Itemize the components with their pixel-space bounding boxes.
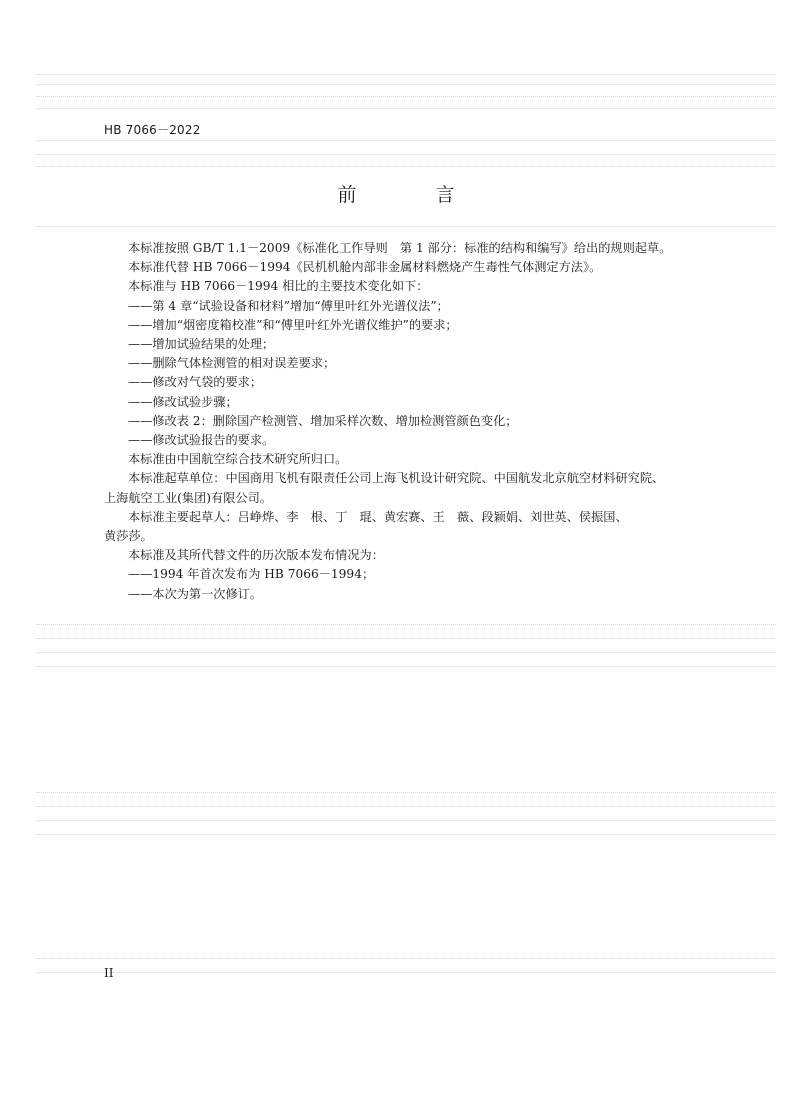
paragraph-replaces: 本标准代替 HB 7066－1994《民机机舱内部非金属材料燃烧产生毒性气体测定方法》。	[128, 260, 602, 275]
scan-line	[36, 806, 776, 807]
scan-line	[36, 638, 776, 639]
scan-line	[36, 96, 776, 97]
document-code: HB 7066－2022	[104, 123, 201, 137]
scan-line	[36, 958, 776, 959]
change-item: ——修改试验报告的要求。	[128, 433, 275, 448]
scan-line	[36, 820, 776, 821]
paragraph-drafting-units-cont: 上海航空工业(集团)有限公司。	[104, 490, 272, 505]
page-number: II	[104, 966, 114, 980]
paragraph-drafters: 本标准主要起草人：吕峥烨、李 根、丁 琨、黄宏赛、王 薇、段颖娟、刘世英、侯振国、	[128, 509, 628, 524]
foreword-body	[104, 239, 688, 604]
scan-line	[36, 652, 776, 653]
change-item: ——修改试验步骤；	[128, 394, 238, 409]
paragraph-version-history: 本标准及其所代替文件的历次版本发布情况为：	[128, 548, 384, 563]
scan-line	[36, 74, 776, 75]
history-item: ——本次为第一次修订。	[128, 586, 263, 601]
change-item: ——删除气体检测管的相对误差要求；	[128, 356, 336, 371]
paragraph-drafting-units: 本标准起草单位：中国商用飞机有限责任公司上海飞机设计研究院、中国航发北京航空材料研究院、	[128, 471, 665, 486]
scan-line	[36, 624, 776, 625]
scan-line	[36, 972, 776, 973]
paragraph-drafters-cont: 黄莎莎。	[104, 529, 153, 544]
scan-line	[36, 166, 776, 167]
scan-line	[36, 140, 776, 141]
scan-line	[36, 108, 776, 109]
change-item: ——增加试验结果的处理；	[128, 337, 275, 352]
scan-line	[36, 84, 776, 85]
paragraph-changes-intro: 本标准与 HB 7066－1994 相比的主要技术变化如下：	[128, 279, 429, 294]
change-item: ——修改对气袋的要求；	[128, 375, 263, 390]
paragraph-drafting-rules: 本标准按照 GB/T 1.1－2009《标准化工作导则 第 1 部分：标准的结构和编写》给出的规则起草。	[128, 241, 672, 255]
scan-line	[36, 834, 776, 835]
scan-line	[36, 666, 776, 667]
change-item: ——增加“烟密度箱校准”和“傅里叶红外光谱仪维护”的要求；	[128, 317, 458, 332]
paragraph-responsible-org: 本标准由中国航空综合技术研究所归口。	[128, 452, 348, 467]
page-title: 前 言	[337, 184, 485, 206]
scan-line	[36, 154, 776, 155]
history-item: ——1994 年首次发布为 HB 7066－1994；	[128, 567, 375, 582]
change-item: ——第 4 章“试验设备和材料”增加“傅里叶红外光谱仪法”；	[128, 298, 449, 313]
change-item: ——修改表 2：删除国产检测管、增加采样次数、增加检测管颜色变化；	[128, 413, 518, 428]
scan-line	[36, 226, 776, 227]
scan-line	[36, 792, 776, 793]
